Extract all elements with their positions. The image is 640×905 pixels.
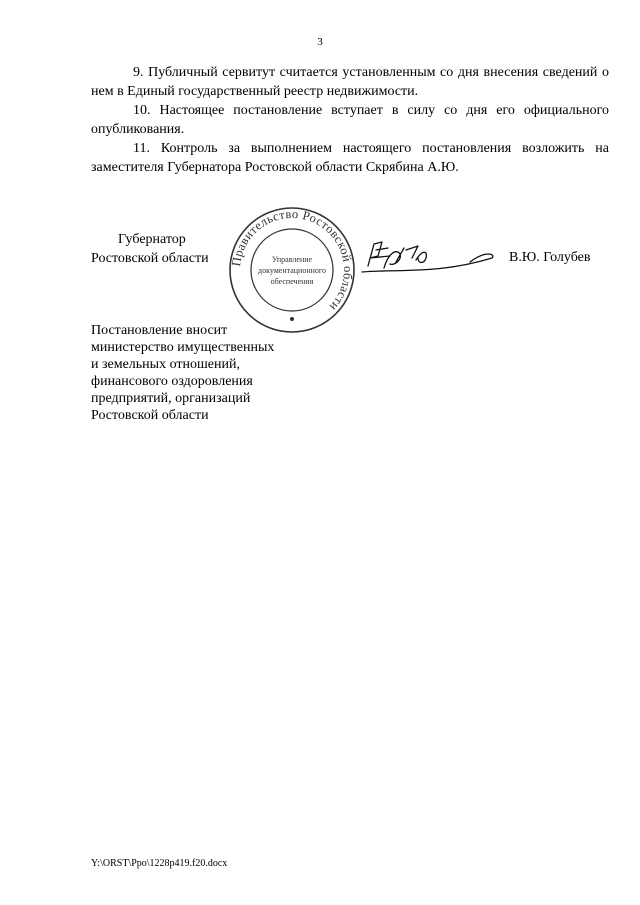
introduced-by-line: и земельных отношений, (91, 357, 240, 372)
seal-star-icon (290, 317, 294, 321)
paragraph-10: 10. Настоящее постановление вступает в силу со дня его официального опубликования. (91, 103, 609, 137)
paragraph-11: 11. Контроль за выполнением настоящего постановления возложить на заместителя Губернатора Ростовской области Скрябина А.Ю. (91, 141, 609, 175)
seal-inner-line-1: Управление (271, 255, 313, 264)
introduced-by-line: министерство имущественных (91, 340, 275, 355)
file-path-footer: Y:\ORST\Ppo\1228p419.f20.docx (91, 858, 228, 869)
signatory-title-line-2: Ростовской области (91, 251, 209, 266)
signatory-title-line-1: Губернатор (118, 232, 186, 247)
handwritten-signature (360, 236, 495, 276)
introduced-by-line: финансового оздоровления (91, 374, 253, 389)
seal-outer-text: Правительство Ростовской области (229, 206, 356, 314)
paragraph-9: 9. Публичный сервитут считается установленным со дня внесения сведений о нем в Единый государственный реестр недвижимости. (91, 65, 609, 99)
introduced-by-block (91, 322, 321, 424)
introduced-by-line: Постановление вносит (91, 323, 228, 338)
signatory-name: В.Ю. Голубев (509, 250, 591, 265)
seal-inner-line-2: документационного (258, 266, 326, 275)
official-seal (228, 206, 356, 334)
introduced-by-line: Ростовской области (91, 408, 209, 423)
introduced-by-line: предприятий, организаций (91, 391, 251, 406)
seal-inner-line-3: обеспечения (270, 277, 314, 286)
page-number: 3 (317, 36, 323, 48)
